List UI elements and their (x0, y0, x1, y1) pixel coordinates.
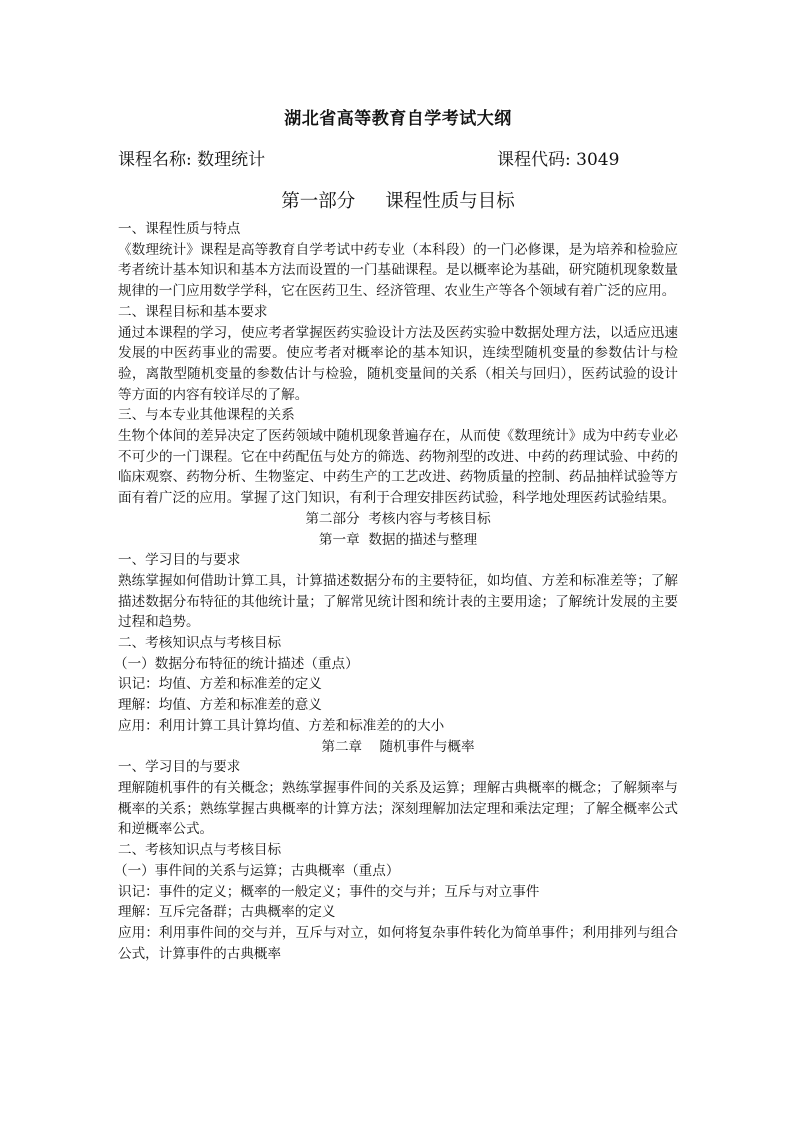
chapter-title: 第二章 随机事件与概率 (321, 738, 475, 755)
part1-number: 第一部分 (281, 191, 356, 212)
chapter-points-heading: 二、考核知识点与考核目标 (118, 635, 282, 652)
section-heading: 三、与本专业其他课程的关系 (118, 407, 295, 424)
chapter-goal-heading: 一、学习目的与要求 (118, 759, 241, 776)
chapter-topic: （一）数据分布特征的统计描述（重点） (114, 655, 359, 672)
chapter-goal-heading: 一、学习目的与要求 (118, 552, 241, 569)
section-text: 通过本课程的学习，使应考者掌握医药实验设计方法及医药实验中数据处理方法，以适应迅速发展的中医药事业的需要。使应考者对概率论的基本知识，连续型随机变量的参数估计与检验，离散型随机变量的参数估计与检验，随机变量间的关系（相关与回归），医药试验的设计等方面的内容有较详尽的了解。 (118, 324, 678, 403)
section-heading: 一、课程性质与特点 (118, 221, 241, 237)
part2-heading: 第二部分 考核内容与考核目标 (305, 510, 491, 527)
chapter-apply: 应用：利用事件间的交与并，互斥与对立，如何将复杂事件转化为简单事件；利用排列与组合公式，计算事件的古典概率 (118, 924, 678, 962)
chapter-goal-text: 熟练掌握如何借助计算工具，计算描述数据分布的主要特征，如均值、方差和标准差等；了解描述数据分布特征的其他统计量；了解常见统计图和统计表的主要用途；了解统计发展的主要过程和趋势。 (118, 572, 678, 631)
document-title: 湖北省高等教育自学考试大纲 (284, 109, 512, 129)
chapter-memorize: 识记：均值、方差和标准差的定义 (118, 676, 322, 693)
chapter-memorize: 识记：事件的定义；概率的一般定义；事件的交与并；互斥与对立事件 (118, 883, 540, 900)
chapter-title: 第一章 数据的描述与整理 (318, 531, 478, 548)
chapter-understand: 理解：互斥完备群；古典概率的定义 (118, 904, 336, 921)
chapter-topic: （一）事件间的关系与运算；古典概率（重点） (114, 862, 400, 879)
chapter-goal-text: 理解随机事件的有关概念；熟练掌握事件间的关系及运算；理解古典概率的概念；了解频率与概率的关系；熟练掌握古典概率的计算方法；深刻理解加法定理和乘法定理；了解全概率公式和逆概率公式。 (118, 779, 678, 838)
chapter-understand: 理解：均值、方差和标准差的意义 (118, 697, 322, 714)
document-body (114, 219, 678, 964)
chapter-points-heading: 二、考核知识点与考核目标 (118, 842, 282, 859)
course-code: 课程代码: 3049 (497, 150, 620, 170)
section-heading: 二、课程目标和基本要求 (118, 303, 268, 320)
course-name: 课程名称: 数理统计 (118, 150, 266, 170)
section-text: 生物个体间的差异决定了医药领域中随机现象普遍存在，从而使《数理统计》成为中药专业必不可少的一门课程。它在中药配伍与处方的筛选、药物剂型的改进、中药的药理试验、中药的临床观察、药物分析、生物鉴定、中药生产的工艺改进、药物质量的控制、药品抽样试验等方面有着广泛的应用。掌握了这门知识，有利于合理安排医药试验，科学地处理医药试验结果。 (118, 428, 678, 507)
chapter-apply: 应用：利用计算工具计算均值、方差和标准差的的大小 (118, 717, 445, 734)
part1-title: 课程性质与目标 (385, 191, 515, 212)
section-text: 《数理统计》课程是高等教育自学考试中药专业（本科段）的一门必修课，是为培养和检验应考者统计基本知识和基本方法而设置的一门基础课程。是以概率论为基础，研究随机现象数量规律的一门应用数学学科，它在医药卫生、经济管理、农业生产等各个领域有着广泛的应用。 (118, 241, 678, 300)
part1-heading (118, 187, 678, 213)
